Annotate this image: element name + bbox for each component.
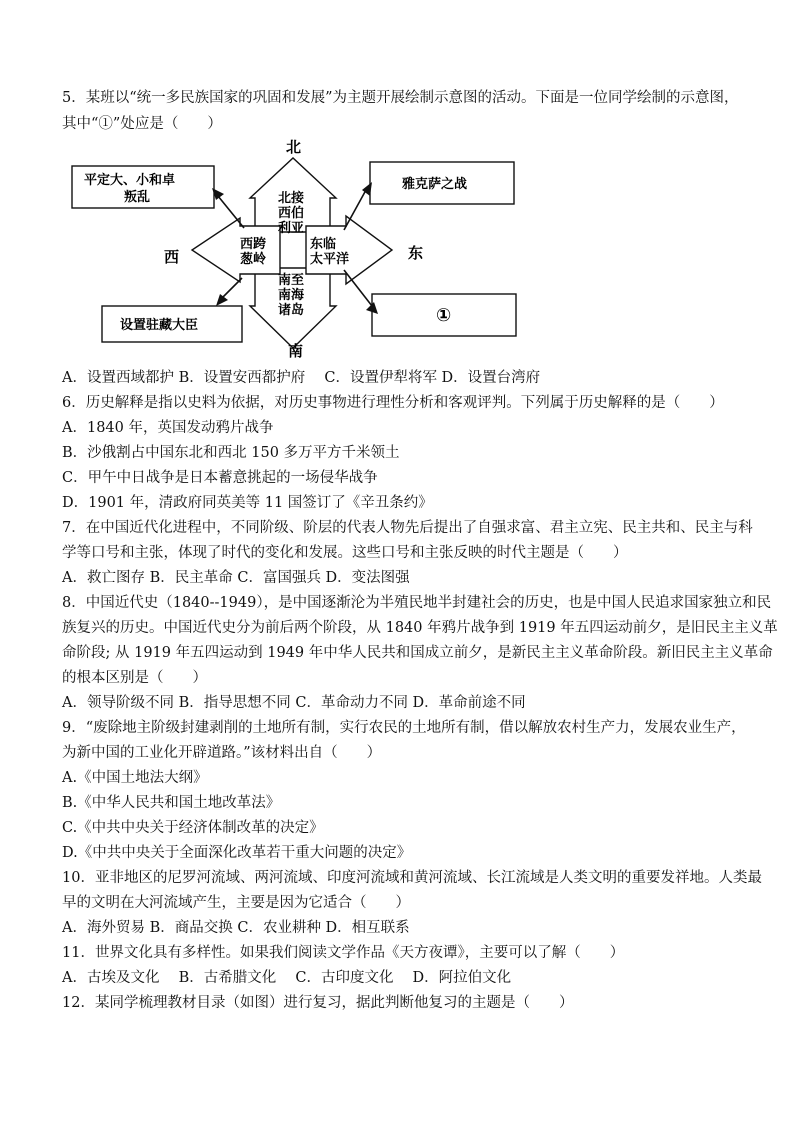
question-12-stem: 12．某同学梳理教材目录（如图）进行复习，据此判断他复习的主题是（ ） — [62, 995, 574, 1011]
label-south: 南 — [288, 342, 304, 360]
question-6-option-a: A．1840 年，英国发动鸦片战争 — [62, 420, 274, 436]
label-west: 西 — [164, 248, 180, 266]
question-5-line-2: 其中“①”处应是（ ） — [62, 116, 222, 132]
question-5-options: A．设置西域都护 B．设置安西都护府 C．设置伊犁将军 D．设置台湾府 — [62, 370, 541, 386]
question-7-options: A．救亡图存 B．民主革命 C．富国强兵 D．变法图强 — [62, 570, 410, 586]
arrow-south-line-1: 南至 — [278, 273, 305, 288]
question-7-line-2: 学等口号和主张，体现了时代的变化和发展。这些口号和主张反映的时代主题是（ ） — [62, 545, 628, 561]
arrow-east-line-2: 太平洋 — [310, 252, 350, 267]
question-6-stem: 6．历史解释是指以史料为依据，对历史事物进行理性分析和客观评判。下列属于历史解释的是（ ） — [62, 395, 724, 411]
question-8-line-1: 8．中国近代史（1840--1949），是中国逐渐沦为半殖民地半封建社会的历史，也是中国人民追求国家独立和民 — [62, 595, 772, 611]
question-8-options: A．领导阶级不同 B．指导思想不同 C．革命动力不同 D．革命前途不同 — [62, 695, 526, 711]
question-9-option-c: C.《中共中央关于经济体制改革的决定》 — [62, 820, 324, 836]
box-bottom-right-label: ① — [436, 305, 452, 326]
question-9-option-a: A.《中国土地法大纲》 — [62, 770, 208, 786]
arrow-north-line-3: 利亚 — [278, 221, 305, 236]
question-6-option-b: B．沙俄割占中国东北和西北 150 多万平方千米领土 — [62, 445, 400, 461]
question-11-options: A．古埃及文化 B．古希腊文化 C．古印度文化 D．阿拉伯文化 — [62, 970, 512, 986]
question-9-option-d: D.《中共中央关于全面深化改革若干重大问题的决定》 — [62, 845, 412, 861]
territory-diagram — [62, 138, 522, 360]
question-8-line-4: 的根本区别是（ ） — [62, 670, 207, 686]
question-5-line-1: 5．某班以“统一多民族国家的巩固和发展”为主题开展绘制示意图的活动。下面是一位同学绘制的示意图， — [62, 90, 739, 106]
question-6-option-c: C．甲午中日战争是日本蓄意挑起的一场侵华战争 — [62, 470, 378, 486]
label-east: 东 — [408, 244, 424, 262]
arrow-south-line-2: 南海 — [278, 288, 305, 303]
question-6-option-d: D．1901 年，清政府同英美等 11 国签订了《辛丑条约》 — [62, 495, 433, 511]
box-top-left-line-1: 平定大、小和卓 — [84, 173, 176, 188]
question-7-line-1: 7．在中国近代化进程中，不同阶级、阶层的代表人物先后提出了自强求富、君主立宪、民主共和、民主与科 — [62, 520, 753, 536]
question-9-line-2: 为新中国的工业化开辟道路。”该材料出自（ ） — [62, 745, 382, 761]
box-top-right-label: 雅克萨之战 — [402, 177, 468, 192]
question-10-line-2: 早的文明在大河流域产生，主要是因为它适合（ ） — [62, 895, 410, 911]
arrow-west-line-2: 葱岭 — [240, 252, 267, 267]
question-9-option-b: B.《中华人民共和国土地改革法》 — [62, 795, 281, 811]
question-8-line-3: 命阶段; 从 1919 年五四运动到 1949 年中华人民共和国成立前夕，是新民主主义革命阶段。新旧民主主义革命 — [62, 645, 773, 661]
arrow-east-line-1: 东临 — [310, 237, 337, 252]
question-10-options: A．海外贸易 B．商品交换 C．农业耕种 D．相互联系 — [62, 920, 410, 936]
box-top-left-line-2: 叛乱 — [124, 190, 151, 205]
arrow-north-line-1: 北接 — [278, 191, 305, 206]
arrow-west-line-1: 西跨 — [240, 237, 267, 252]
arrow-north-line-2: 西伯 — [278, 206, 305, 221]
arrow-west — [192, 218, 280, 282]
box-bottom-left-label: 设置驻藏大臣 — [120, 318, 199, 333]
question-11-stem: 11．世界文化具有多样性。如果我们阅读文学作品《天方夜谭》，主要可以了解（ ） — [62, 945, 625, 961]
question-10-line-1: 10．亚非地区的尼罗河流域、两河流域、印度河流域和黄河流域、长江流域是人类文明的重要发祥地。人类最 — [62, 870, 762, 886]
question-8-line-2: 族复兴的历史。中国近代史分为前后两个阶段，从 1840 年鸦片战争到 1919 年五四运动前夕，是旧民主主义革 — [62, 620, 778, 636]
arrow-south-line-3: 诸岛 — [278, 303, 305, 318]
question-9-line-1: 9．“废除地主阶级封建剥削的土地所有制，实行农民的土地所有制，借以解放农村生产力，发展农业生产， — [62, 720, 746, 736]
label-north: 北 — [286, 138, 302, 156]
